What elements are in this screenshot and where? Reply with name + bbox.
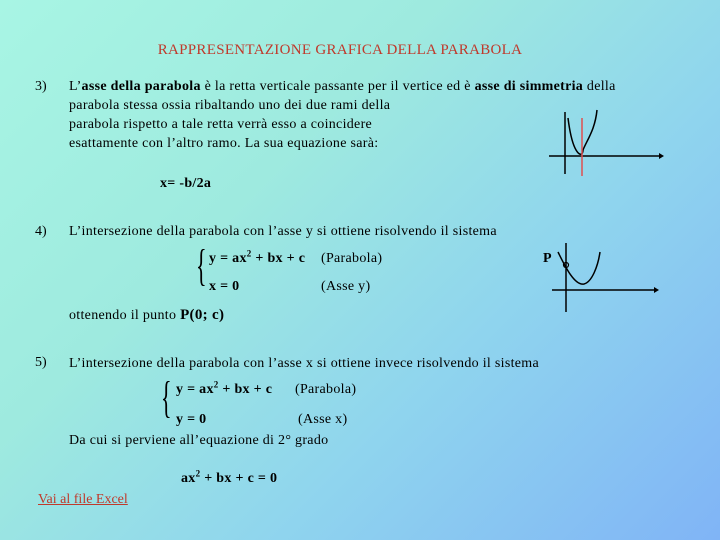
- system-2-line-2: y = 0: [176, 412, 207, 427]
- point-p-label: P: [543, 251, 552, 266]
- section-3-number: 3): [35, 79, 47, 94]
- section-4-result: [69, 306, 224, 325]
- result-text: ottenendo il punto: [69, 308, 181, 323]
- text-fragment: L’: [69, 79, 82, 94]
- x-axis-arrow: [659, 153, 664, 159]
- system-2-line-1: [176, 380, 272, 399]
- system-2-note-1: (Parabola): [295, 382, 357, 397]
- section-5-text: L’intersezione della parabola con l’asse x si ottiene invece risolvendo il sistema: [69, 356, 539, 371]
- excel-file-link[interactable]: Vai al file Excel: [38, 492, 128, 507]
- section-5-number: 5): [35, 355, 47, 370]
- parabola-axis-graph: [545, 100, 665, 180]
- system-2-note-2: (Asse x): [298, 412, 348, 427]
- equation-exponent: 2: [246, 248, 252, 259]
- section-3-line-2: parabola stessa ossia ribaltando uno dei due rami della: [69, 98, 391, 113]
- parabola-curve: [558, 252, 600, 284]
- point-p-coordinates: P(0; c): [180, 307, 225, 323]
- asse-simmetria-term: asse di simmetria: [474, 79, 584, 94]
- equation-exponent: 2: [195, 468, 201, 479]
- parabola-y-intersection-graph: [550, 238, 660, 318]
- parabola-left-branch: [568, 118, 583, 154]
- equation-fragment: ax: [181, 471, 196, 486]
- equation-fragment: + bx + c: [251, 251, 306, 266]
- text-fragment: della: [583, 79, 616, 94]
- system-1-note-1: (Parabola): [321, 251, 383, 266]
- system-brace-2: {: [161, 373, 172, 422]
- section-3-line-4: esattamente con l’altro ramo. La sua equazione sarà:: [69, 136, 379, 151]
- section-5-conclusion: Da cui si perviene all’equazione di 2° grado: [69, 433, 329, 448]
- equation-fragment: y = ax: [209, 251, 247, 266]
- asse-parabola-term: asse della parabola: [81, 79, 201, 94]
- section-3-line-1: [69, 77, 679, 96]
- system-1-line-1: [209, 249, 305, 268]
- second-degree-equation: [181, 469, 277, 488]
- equation-fragment: y = ax: [176, 382, 214, 397]
- axis-equation: x= -b/2a: [160, 176, 212, 191]
- equation-exponent: 2: [213, 379, 219, 390]
- section-4-text: L’intersezione della parabola con l’asse y si ottiene risolvendo il sistema: [69, 224, 497, 239]
- section-3-line-3: parabola rispetto a tale retta verrà esso a coincidere: [69, 117, 373, 132]
- text-fragment: è la retta verticale passante per il vertice ed è: [200, 79, 475, 94]
- equation-fragment: + bx + c = 0: [200, 471, 278, 486]
- x-axis-arrow: [654, 287, 659, 293]
- system-brace-1: {: [196, 241, 207, 290]
- page-title: RAPPRESENTAZIONE GRAFICA DELLA PARABOLA: [157, 42, 523, 58]
- section-4-number: 4): [35, 224, 47, 239]
- system-1-line-2: x = 0: [209, 279, 240, 294]
- system-1-note-2: (Asse y): [321, 279, 371, 294]
- parabola-right-branch: [583, 110, 597, 150]
- equation-fragment: + bx + c: [218, 382, 273, 397]
